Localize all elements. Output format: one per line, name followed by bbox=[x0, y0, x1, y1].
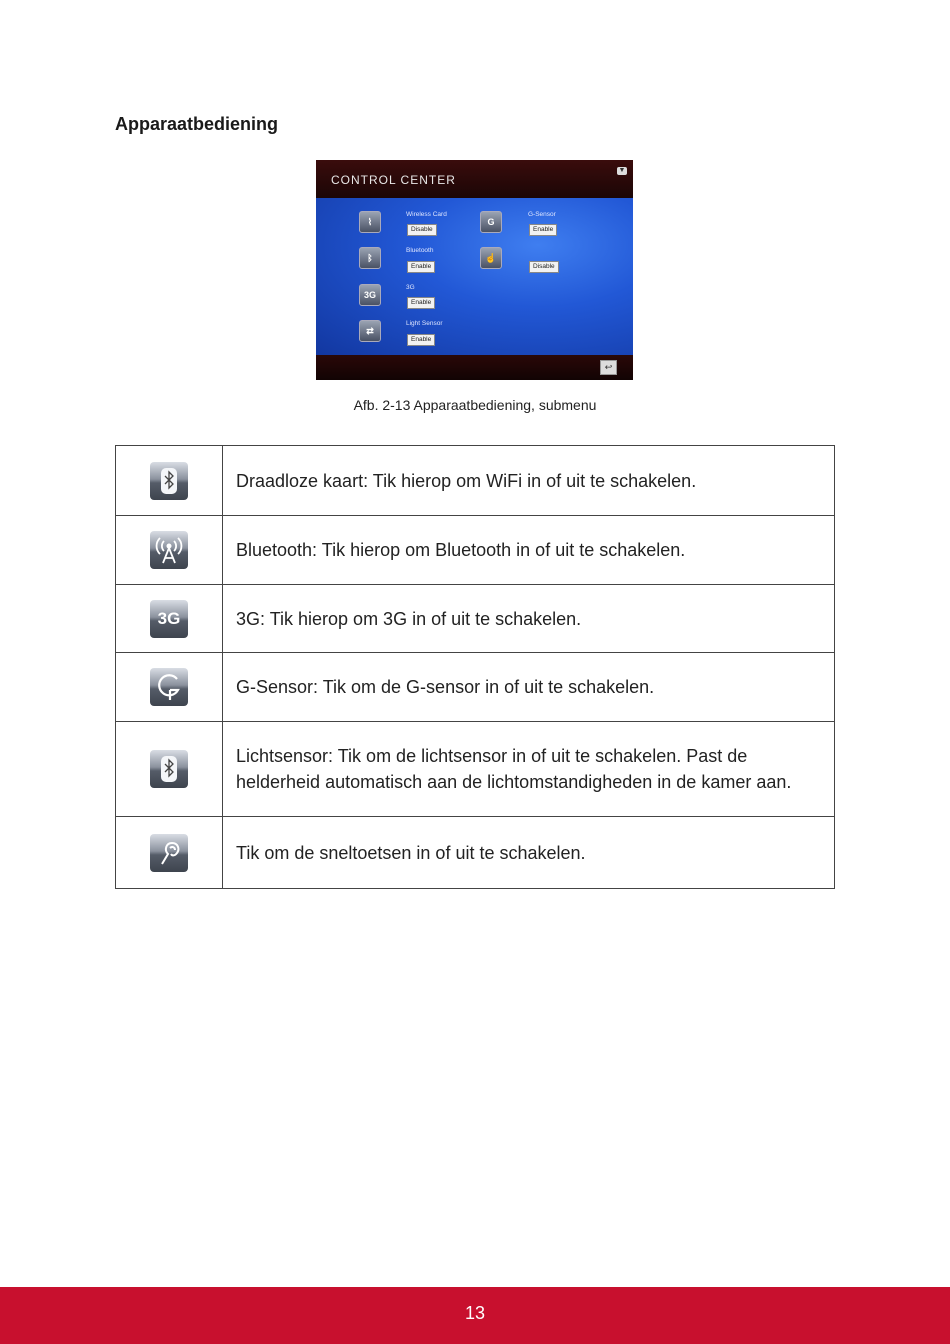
control-center-footer bbox=[316, 355, 633, 380]
icon-cell bbox=[116, 446, 223, 516]
row-description: 3G: Tik hierop om 3G in of uit te schakelen. bbox=[223, 585, 835, 653]
back-icon[interactable]: ↩ bbox=[600, 360, 617, 375]
icon-cell bbox=[116, 516, 223, 585]
table-row bbox=[116, 817, 835, 889]
hotkey-button[interactable]: Disable bbox=[529, 261, 559, 273]
row-description: Tik om de sneltoetsen in of uit te schakelen. bbox=[223, 817, 835, 889]
table-row bbox=[116, 446, 835, 516]
table-row bbox=[116, 722, 835, 817]
wireless-card-button[interactable]: Disable bbox=[407, 224, 437, 236]
bluetooth-icon bbox=[150, 750, 188, 788]
hotkey-hand-icon[interactable]: ☝ bbox=[480, 247, 502, 269]
table-row bbox=[116, 516, 835, 585]
bluetooth-icon bbox=[150, 462, 188, 500]
wifi-antenna-icon bbox=[150, 531, 188, 569]
figure-caption: Afb. 2-13 Apparaatbediening, submenu bbox=[353, 397, 597, 413]
hotkey-hand-icon bbox=[150, 834, 188, 872]
control-center-titlebar bbox=[316, 160, 633, 198]
wifi-antenna-icon[interactable]: ⌇ bbox=[359, 211, 381, 233]
g-sensor-label: G-Sensor bbox=[528, 211, 556, 218]
control-center-title: CONTROL CENTER bbox=[331, 173, 456, 187]
row-description: Bluetooth: Tik hierop om Bluetooth in of uit te schakelen. bbox=[223, 516, 835, 585]
g-sensor-icon bbox=[150, 668, 188, 706]
icon-cell bbox=[116, 722, 223, 817]
bluetooth-icon[interactable]: ᛒ bbox=[359, 247, 381, 269]
light-sensor-icon[interactable]: ⇄ bbox=[359, 320, 381, 342]
3g-label: 3G bbox=[406, 284, 415, 291]
page-number: 13 bbox=[464, 1303, 486, 1323]
table-row bbox=[116, 585, 835, 653]
3g-icon[interactable]: 3G bbox=[359, 284, 381, 306]
3g-icon-text: 3G bbox=[157, 608, 181, 628]
dropdown-icon[interactable]: ▼ bbox=[618, 167, 626, 174]
wireless-card-label: Wireless Card bbox=[406, 211, 447, 218]
row-description: G-Sensor: Tik om de G-sensor in of uit te schakelen. bbox=[223, 653, 835, 722]
light-sensor-button[interactable]: Enable bbox=[407, 334, 435, 346]
icon-cell bbox=[116, 653, 223, 722]
bluetooth-label: Bluetooth bbox=[406, 247, 434, 254]
3g-button[interactable]: Enable bbox=[407, 297, 435, 309]
bluetooth-button[interactable]: Enable bbox=[407, 261, 435, 273]
icon-cell bbox=[116, 585, 223, 653]
icon-cell bbox=[116, 817, 223, 889]
row-description: Draadloze kaart: Tik hierop om WiFi in of uit te schakelen. bbox=[223, 446, 835, 516]
g-sensor-button[interactable]: Enable bbox=[529, 224, 557, 236]
table-row bbox=[116, 653, 835, 722]
section-heading: Apparaatbediening bbox=[115, 114, 279, 134]
3g-icon bbox=[150, 600, 188, 638]
row-description: Lichtsensor: Tik om de lichtsensor in of uit te schakelen. Past de helderheid automatisch aan de lichtomstandigheden in de kamer aan. bbox=[223, 722, 835, 817]
feature-table bbox=[115, 445, 835, 889]
g-sensor-icon[interactable]: G bbox=[480, 211, 502, 233]
control-center-body bbox=[316, 198, 633, 355]
control-center-screenshot bbox=[316, 160, 633, 380]
light-sensor-label: Light Sensor bbox=[406, 320, 443, 327]
